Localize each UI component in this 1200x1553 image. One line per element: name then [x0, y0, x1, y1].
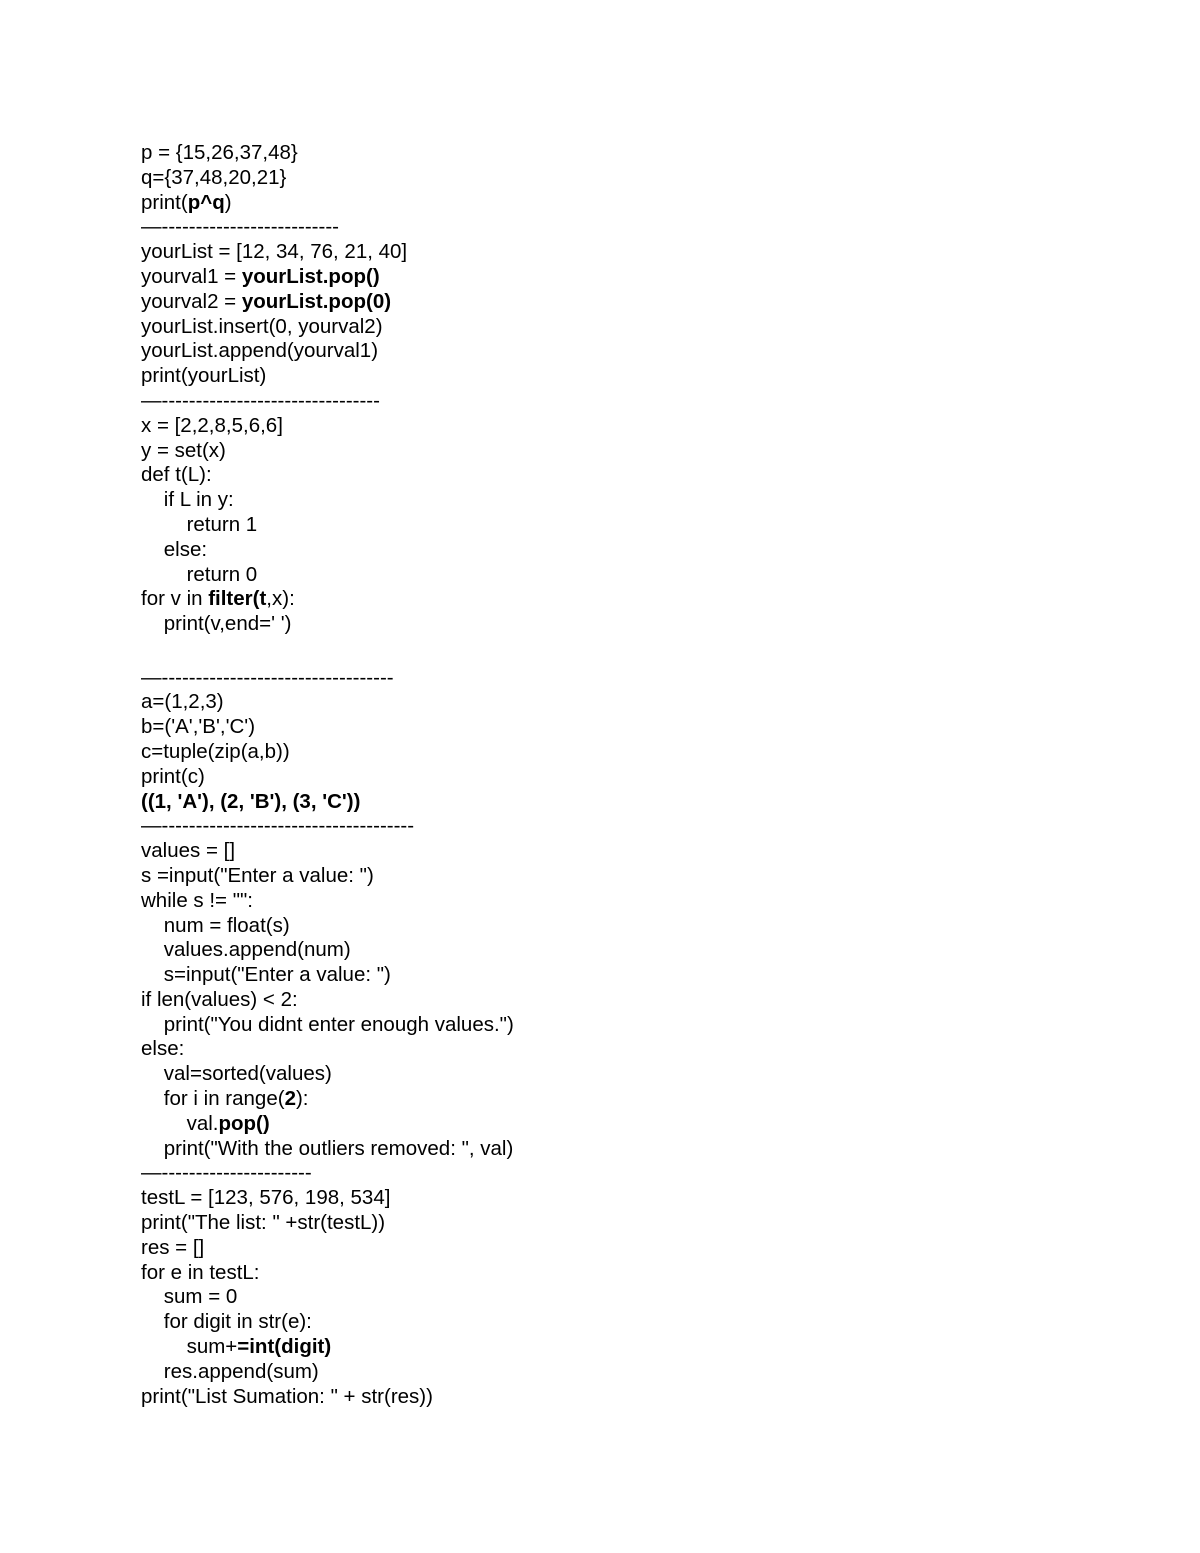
code-line — [141, 166, 1141, 191]
text-run: if L in y: — [141, 488, 234, 512]
text-run: yourval1 = — [141, 264, 242, 288]
code-line — [141, 864, 1141, 889]
text-run: c=tuple(zip(a,b)) — [141, 739, 290, 763]
text-run: print(v,end=' ') — [141, 612, 292, 636]
text-run: for e in testL: — [141, 1260, 260, 1284]
text-run: print(yourList) — [141, 364, 267, 388]
text-run: else: — [141, 1037, 185, 1061]
text-run: yourList.append(yourval1) — [141, 339, 379, 363]
text-run: —------------------------------------- — [141, 814, 415, 838]
bold-text-run: yourList.pop() — [241, 264, 380, 288]
code-line — [141, 1310, 1141, 1335]
code-line — [141, 1236, 1141, 1261]
code-line — [141, 1087, 1141, 1112]
text-run: a=(1,2,3) — [141, 690, 224, 714]
text-run: print("The list: " +str(testL)) — [141, 1211, 386, 1235]
text-run: yourval2 = — [141, 289, 242, 313]
code-line — [141, 191, 1141, 216]
text-run: q={37,48,20,21} — [141, 165, 287, 189]
text-run: y = set(x) — [141, 438, 226, 462]
code-line — [141, 1211, 1141, 1236]
code-line — [141, 290, 1141, 315]
text-run: val. — [141, 1111, 219, 1135]
code-line — [141, 1335, 1141, 1360]
code-line — [141, 1285, 1141, 1310]
text-run: ,x): — [266, 587, 295, 611]
code-line — [141, 1360, 1141, 1385]
code-line — [141, 339, 1141, 364]
code-line — [141, 1013, 1141, 1038]
text-run: print(c) — [141, 764, 205, 788]
code-line — [141, 963, 1141, 988]
code-line — [141, 240, 1141, 265]
code-line — [141, 988, 1141, 1013]
code-line — [141, 1161, 1141, 1186]
text-run: def t(L): — [141, 463, 212, 487]
text-run: print("With the outliers removed: ", val) — [141, 1136, 514, 1160]
text-run: for i in range( — [141, 1087, 285, 1111]
blank-line — [141, 637, 1141, 666]
code-line — [141, 265, 1141, 290]
text-run: for v in — [141, 587, 209, 611]
code-line — [141, 1385, 1141, 1410]
text-run: p = {15,26,37,48} — [141, 141, 298, 164]
code-line — [141, 1112, 1141, 1137]
text-run: yourList = [12, 34, 76, 21, 40] — [141, 240, 408, 264]
text-run: b=('A','B','C') — [141, 715, 256, 739]
text-run: —-------------------------- — [141, 215, 339, 239]
code-line — [141, 765, 1141, 790]
text-run: print("List Sumation: " + str(res)) — [141, 1384, 433, 1408]
text-run: else: — [141, 537, 208, 561]
code-line — [141, 1037, 1141, 1062]
text-run: for digit in str(e): — [141, 1310, 312, 1334]
code-line — [141, 389, 1141, 414]
code-line — [141, 563, 1141, 588]
code-line — [141, 715, 1141, 740]
code-line — [141, 790, 1141, 815]
code-line — [141, 587, 1141, 612]
bold-text-run: yourList.pop(0) — [241, 289, 392, 313]
text-run: print( — [141, 190, 188, 214]
code-line — [141, 315, 1141, 340]
code-line — [141, 141, 1141, 166]
text-run: —-------------------------------- — [141, 388, 380, 412]
text-run: if len(values) < 2: — [141, 987, 298, 1011]
text-run: ) — [224, 190, 232, 214]
text-run: values.append(num) — [141, 938, 351, 962]
bold-text-run: pop() — [218, 1111, 270, 1135]
code-line — [141, 439, 1141, 464]
bold-text-run: ((1, 'A'), (2, 'B'), (3, 'C')) — [141, 789, 361, 813]
code-line — [141, 1137, 1141, 1162]
code-line — [141, 690, 1141, 715]
code-line — [141, 814, 1141, 839]
text-run: while s != "": — [141, 888, 253, 912]
text-run: values = [] — [141, 839, 236, 863]
text-run: ): — [295, 1087, 309, 1111]
text-run: testL = [123, 576, 198, 534] — [141, 1186, 391, 1210]
text-run: x = [2,2,8,5,6,6] — [141, 413, 283, 437]
bold-text-run: p^q — [187, 190, 225, 214]
code-line — [141, 666, 1141, 691]
text-run: s=input("Enter a value: ") — [141, 963, 391, 987]
code-line — [141, 1186, 1141, 1211]
code-line — [141, 914, 1141, 939]
text-run: num = float(s) — [141, 913, 290, 937]
text-run: return 1 — [141, 512, 258, 536]
code-line — [141, 513, 1141, 538]
text-run: res.append(sum) — [141, 1359, 319, 1383]
document-body — [141, 141, 1141, 1409]
text-run: res = [] — [141, 1235, 205, 1259]
code-line — [141, 488, 1141, 513]
text-run: print("You didnt enter enough values.") — [141, 1012, 514, 1036]
code-line — [141, 414, 1141, 439]
code-line — [141, 839, 1141, 864]
code-line — [141, 364, 1141, 389]
bold-text-run: 2 — [284, 1087, 296, 1111]
code-line — [141, 1062, 1141, 1087]
bold-text-run: =int(digit) — [237, 1335, 332, 1359]
bold-text-run: filter(t — [208, 587, 267, 611]
text-run: sum = 0 — [141, 1285, 238, 1309]
code-line — [141, 889, 1141, 914]
code-line — [141, 215, 1141, 240]
text-run: yourList.insert(0, yourval2) — [141, 314, 383, 338]
text-run: —---------------------------------- — [141, 665, 394, 689]
text-run: val=sorted(values) — [141, 1062, 332, 1086]
text-run: —---------------------- — [141, 1161, 312, 1185]
code-line — [141, 740, 1141, 765]
text-run: sum+ — [141, 1335, 238, 1359]
code-line — [141, 1261, 1141, 1286]
text-run: s =input("Enter a value: ") — [141, 863, 374, 887]
code-line — [141, 463, 1141, 488]
code-line — [141, 538, 1141, 563]
code-line — [141, 612, 1141, 637]
text-run: return 0 — [141, 562, 258, 586]
code-line — [141, 938, 1141, 963]
